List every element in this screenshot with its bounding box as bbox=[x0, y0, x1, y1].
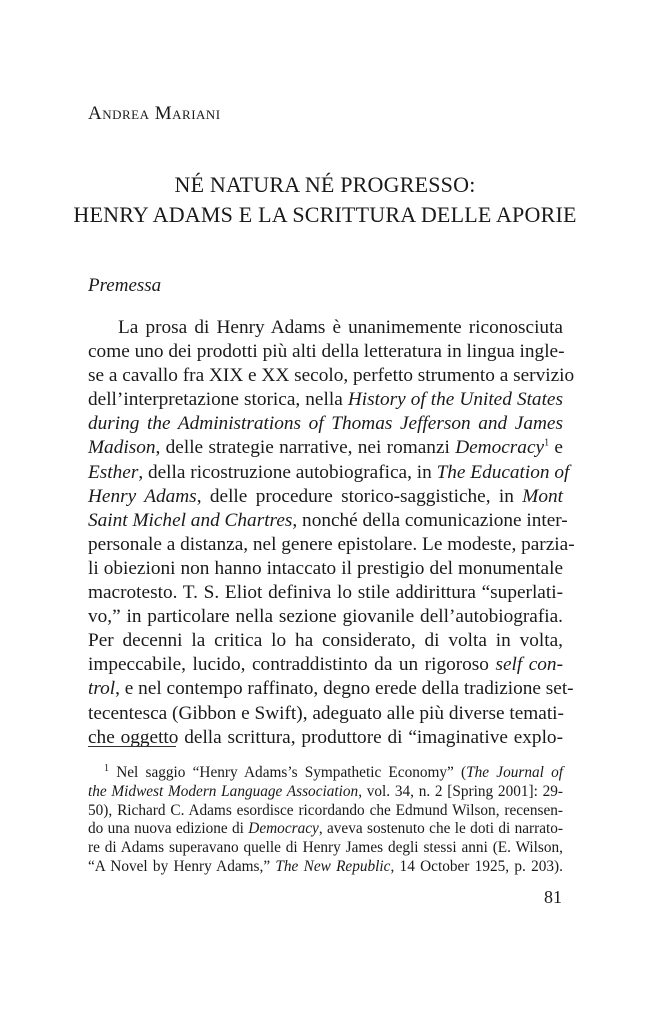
body-line: tecentesca (Gibbon e Swift), adeguato alle più diverse temati- bbox=[88, 702, 564, 724]
body-line: che oggetto della scrittura, produttore di “imaginative explo- bbox=[88, 726, 563, 748]
footnote-line: “A Novel by Henry Adams,” The New Republic, 14 October 1925, p. 203). bbox=[88, 857, 563, 875]
body-text bbox=[88, 316, 575, 750]
body-line: se a cavallo fra XIX e XX secolo, perfetto strumento a servizio bbox=[88, 365, 575, 387]
body-line: Per decenni la critica lo ha considerato, di volta in volta, bbox=[88, 630, 563, 652]
body-line: Saint Michel and Chartres, nonché della comunicazione inter- bbox=[88, 509, 568, 531]
footnote-line: do una nuova edizione di Democracy, aveva sostenuto che le doti di narrato- bbox=[88, 820, 563, 838]
body-line: personale a distanza, nel genere epistolare. Le modeste, parzia- bbox=[88, 533, 575, 555]
footnote-ref: 1 bbox=[544, 438, 550, 450]
footnote-mark: 1 bbox=[104, 762, 109, 774]
body-line: La prosa di Henry Adams è unanimemente riconosciuta bbox=[118, 317, 563, 338]
author-name: Andrea Mariani bbox=[88, 103, 221, 124]
body-line: during the Administrations of Thomas Jefferson and James bbox=[88, 413, 563, 435]
footnote-line: the Midwest Modern Language Association, vol. 34, n. 2 [Spring 2001]: 29- bbox=[88, 782, 563, 800]
body-line: impeccabile, lucido, contraddistinto da un rigoroso self con- bbox=[88, 654, 563, 676]
footnote-line: 50), Richard C. Adams esordisce ricordando che Edmund Wilson, recensen- bbox=[88, 801, 563, 819]
footnote-separator bbox=[88, 746, 176, 747]
body-line: macrotesto. T. S. Eliot definiva lo stile addirittura “superlati- bbox=[88, 582, 563, 604]
body-line: Madison, delle strategie narrative, nei romanzi Democracy$^1$ e bbox=[88, 437, 563, 459]
body-line: Henry Adams, delle procedure storico-saggistiche, in Mont bbox=[88, 485, 563, 507]
body-line: Esther, della ricostruzione autobiografica, in The Education of bbox=[88, 461, 570, 483]
footnote-line: re di Adams superavano quelle di Henry James degli stessi anni (E. Wilson, bbox=[88, 839, 563, 857]
title-line-1: NÉ NATURA NÉ PROGRESSO: bbox=[174, 172, 476, 197]
footnote bbox=[88, 764, 563, 877]
page-number: 81 bbox=[544, 887, 562, 907]
title-line-2: HENRY ADAMS E LA SCRITTURA DELLE APORIE bbox=[73, 202, 577, 227]
article-title bbox=[60, 170, 590, 230]
body-line: dell’interpretazione storica, nella History of the United States bbox=[88, 389, 563, 411]
body-line: li obiezioni non hanno intaccato il prestigio del monumentale bbox=[88, 557, 563, 579]
section-heading: Premessa bbox=[88, 275, 162, 296]
footnote-line: $^1$ Nel saggio “Henry Adams’s Sympathetic Economy” (The Journal of bbox=[104, 762, 563, 781]
body-line: vo,” in particolare nella sezione giovanile dell’autobiografia. bbox=[88, 606, 563, 628]
body-line: trol, e nel contempo raffinato, degno erede della tradizione set- bbox=[88, 678, 574, 700]
body-line: come uno dei prodotti più alti della letteratura in lingua ingle- bbox=[88, 341, 565, 363]
